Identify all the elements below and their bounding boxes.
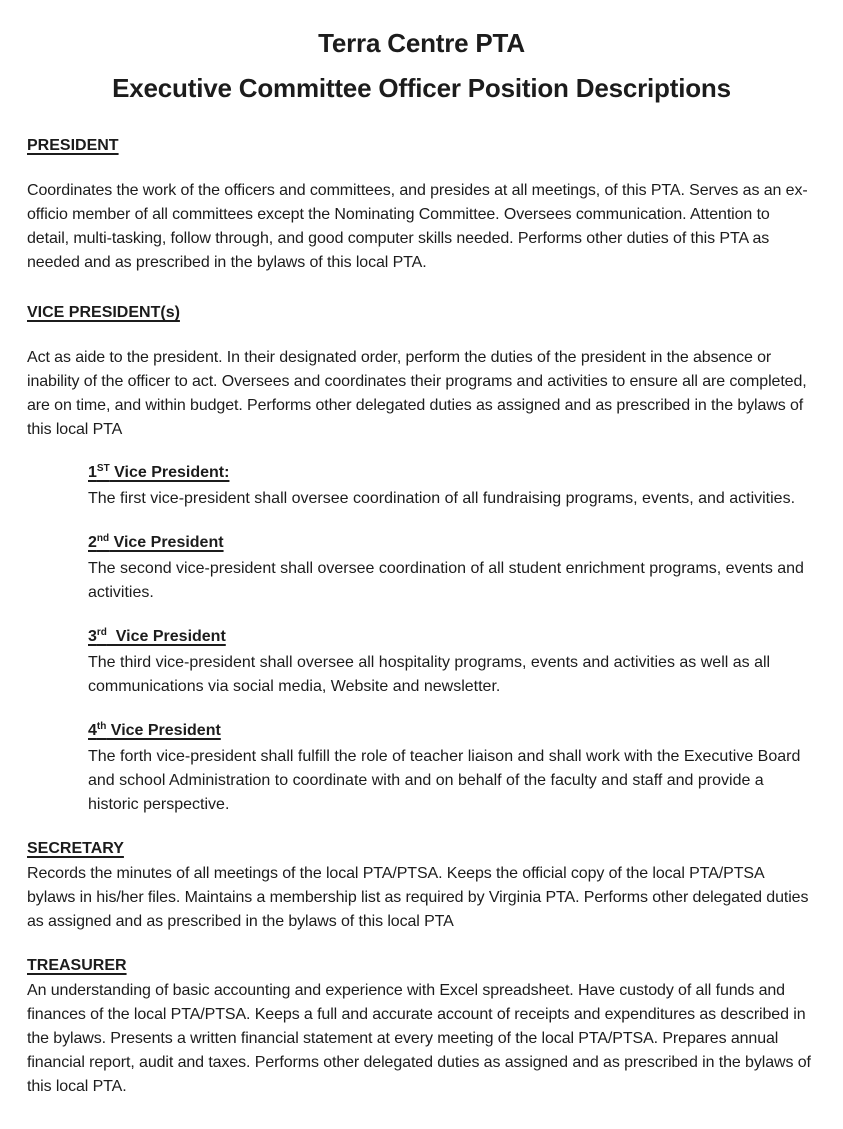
third-vp-body: The third vice-president shall oversee all hospitality programs, events and activities as well as all communications via social media, Website and newsletter. [88, 654, 771, 695]
second-vp-body: The second vice-president shall oversee coordination of all student enrichment programs, events and activities. [88, 560, 804, 601]
vice-president-heading: VICE PRESIDENT(s) [27, 304, 180, 321]
first-vp-ordinal-suffix: ST [96, 463, 110, 474]
subsection-third-vice-president [88, 625, 816, 699]
first-vp-title: Vice President: [109, 464, 230, 481]
treasurer-body: An understanding of basic accounting and experience with Excel spreadsheet. Have custody of all funds and finances of the local PTA/PTSA. Keeps a full and accurate account of receipts and expenditures as described in the bylaws. Presents a written financial statement at every meeting of the local PTA/PTSA. Prepares annual financial report, audit and taxes. Performs other delegated duties as assigned and as prescribed in the bylaws of this local PTA. [27, 982, 811, 1095]
vice-president-body: Act as aide to the president. In their designated order, perform the duties of the president in the absence or inability of the officer to act. Oversees and coordinates their programs and activities to ensure all are completed, are on time, and within budget. Performs other delegated duties as assigned and as prescribed in the bylaws of this local PTA [27, 349, 807, 438]
third-vp-ordinal-suffix: rd [96, 627, 107, 638]
document-subtitle: Executive Committee Officer Position Descriptions [112, 73, 731, 103]
fourth-vp-title: Vice President [106, 722, 221, 739]
first-vp-ordinal: 1 [88, 464, 97, 481]
subsection-second-vice-president [88, 531, 816, 605]
second-vp-ordinal-suffix: nd [96, 533, 110, 544]
third-vp-title: Vice President [106, 628, 226, 645]
vice-president-subsections [88, 461, 816, 817]
second-vp-heading [88, 531, 816, 557]
treasurer-heading: TREASURER [27, 957, 127, 974]
first-vp-heading [88, 461, 816, 487]
subsection-first-vice-president [88, 461, 816, 511]
secretary-body: Records the minutes of all meetings of the local PTA/PTSA. Keeps the official copy of the local PTA/PTSA bylaws in his/her files. Maintains a membership list as required by Virginia PTA. Performs other delegated duties as assigned and as prescribed in the bylaws of this local PTA [27, 865, 809, 930]
document-title: Terra Centre PTA [318, 28, 525, 58]
section-treasurer [27, 954, 816, 1099]
section-secretary [27, 837, 816, 934]
second-vp-title: Vice President [109, 534, 224, 551]
fourth-vp-body: The forth vice-president shall fulfill the role of teacher liaison and shall work with the Executive Board and school Administration to coordinate with and on behalf of the faculty and staff and provide a historic perspective. [88, 748, 801, 813]
second-vp-ordinal: 2 [88, 534, 97, 551]
fourth-vp-heading [88, 719, 816, 745]
first-vp-body: The first vice-president shall oversee coordination of all fundraising programs, events, and activities. [88, 490, 796, 507]
section-vice-president [27, 301, 816, 817]
fourth-vp-ordinal-suffix: th [96, 721, 107, 732]
section-president [27, 134, 816, 275]
third-vp-ordinal: 3 [88, 628, 97, 645]
subsection-fourth-vice-president [88, 719, 816, 817]
president-body: Coordinates the work of the officers and committees, and presides at all meetings, of this PTA. Serves as an ex-officio member of all committees except the Nominating Committee. Oversees communication. Attention to detail, multi-tasking, follow through, and good computer skills needed. Performs other duties of this PTA as needed and as prescribed in the bylaws of this local PTA. [27, 182, 808, 271]
fourth-vp-ordinal: 4 [88, 722, 97, 739]
third-vp-heading [88, 625, 816, 651]
president-heading: PRESIDENT [27, 137, 119, 154]
secretary-heading: SECRETARY [27, 840, 124, 857]
